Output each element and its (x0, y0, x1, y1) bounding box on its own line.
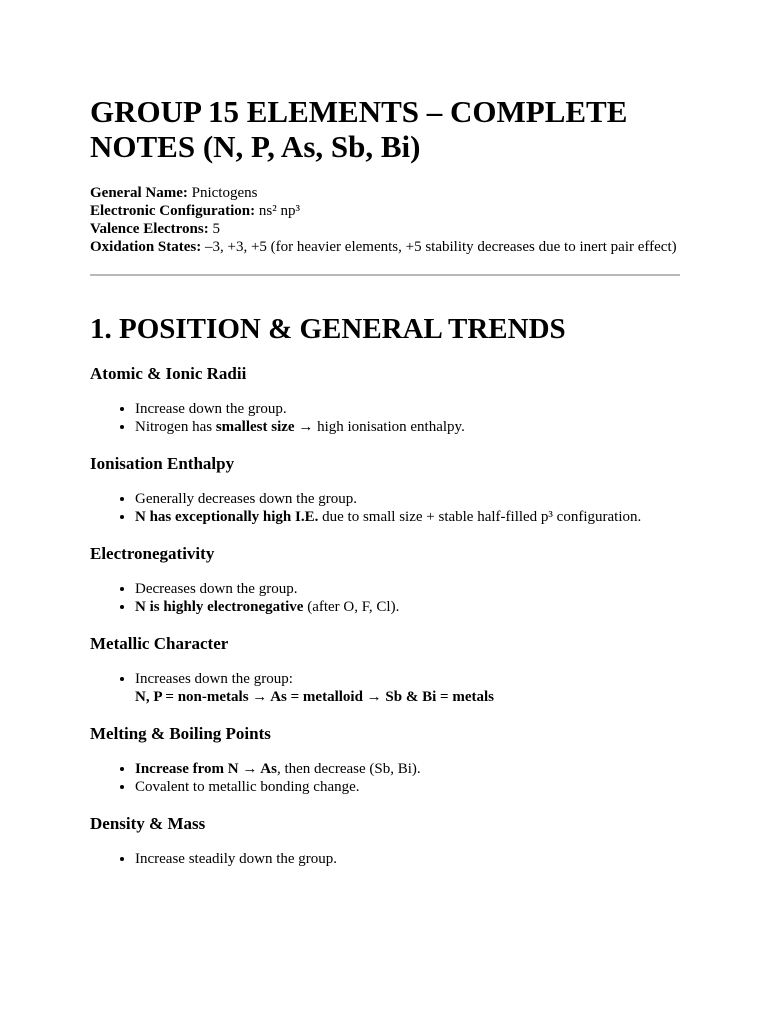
list-item: • Increases down the group: N, P = non-metals → As = metalloid → Sb & Bi = metals (135, 670, 680, 706)
list-item: • N has exceptionally high I.E. due to small size + stable half-filled p³ configuration. (135, 508, 680, 526)
list-item: • Generally decreases down the group. (135, 490, 680, 508)
valence-electrons-value: 5 (208, 221, 220, 237)
electronic-config-label: Electronic Configuration: (90, 203, 256, 219)
bullet-list-density (90, 850, 680, 868)
bullet-list-electronegativity (90, 580, 680, 616)
bullet-list-metallic (90, 670, 680, 706)
subheading-density: Density & Mass (90, 814, 206, 833)
list-item: • Decreases down the group. (135, 580, 680, 598)
section-title: 1. POSITION & GENERAL TRENDS (90, 313, 566, 345)
electronic-config-row (90, 202, 680, 220)
bullet-list-melting (90, 760, 680, 796)
subheading-ionisation: Ionisation Enthalpy (90, 454, 235, 473)
oxidation-states-label: Oxidation States: (90, 239, 202, 255)
oxidation-states-row (90, 238, 680, 256)
horizontal-divider (90, 274, 680, 276)
valence-electrons-row (90, 220, 680, 238)
oxidation-states-value: –3, +3, +5 (for heavier elements, +5 stability decreases due to inert pair effect) (201, 239, 677, 255)
electronic-config-value: ns² np³ (255, 203, 300, 219)
list-item: • Nitrogen has smallest size → high ionisation enthalpy. (135, 418, 680, 436)
list-item: • Increase steadily down the group. (135, 850, 680, 868)
summary-block (90, 184, 680, 256)
subheading-metallic: Metallic Character (90, 634, 229, 653)
general-name-label: General Name: (90, 185, 188, 201)
list-item: • Increase down the group. (135, 400, 680, 418)
document-title: GROUP 15 ELEMENTS – COMPLETE NOTES (N, P, As, Sb, Bi) (90, 94, 628, 164)
bullet-list-ionisation (90, 490, 680, 526)
general-name-value: Pnictogens (187, 185, 258, 201)
bullet-list-radii (90, 400, 680, 436)
subheading-electronegativity: Electronegativity (90, 544, 215, 563)
document-content (90, 94, 680, 868)
general-name-row (90, 184, 680, 202)
subheading-radii: Atomic & Ionic Radii (90, 364, 247, 383)
list-item: • Increase from N → As, then decrease (Sb, Bi). (135, 760, 680, 778)
subheading-melting: Melting & Boiling Points (90, 724, 271, 743)
list-item: • Covalent to metallic bonding change. (135, 778, 680, 796)
list-item: • N is highly electronegative (after O, F, Cl). (135, 598, 680, 616)
valence-electrons-label: Valence Electrons: (90, 221, 209, 237)
